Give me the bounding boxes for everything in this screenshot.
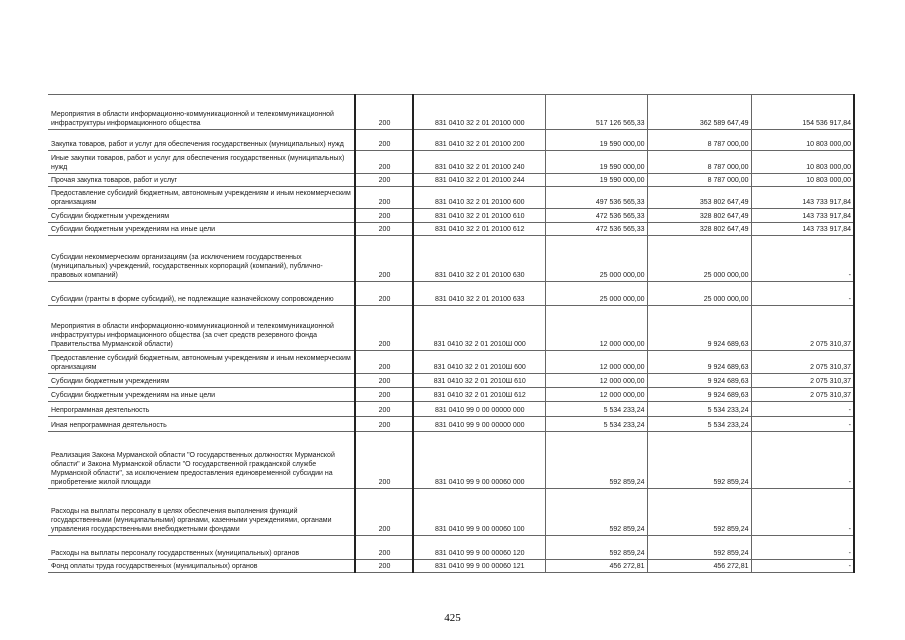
row-approved: 592 859,24 <box>545 432 647 489</box>
row-kbk: 831 0410 32 2 01 2010Ш 000 <box>413 306 545 351</box>
row-remaining: - <box>751 536 854 560</box>
row-code: 200 <box>355 306 413 351</box>
row-executed: 9 924 689,63 <box>647 306 751 351</box>
table-row <box>48 130 854 151</box>
row-name: Предоставление субсидий бюджетным, автономным учреждениям и иным некоммерческим организациям <box>48 187 355 209</box>
table-row <box>48 236 854 282</box>
row-kbk: 831 0410 99 9 00 00060 100 <box>413 489 545 536</box>
row-name: Прочая закупка товаров, работ и услуг <box>48 174 355 187</box>
row-remaining: 2 075 310,37 <box>751 374 854 388</box>
row-approved: 12 000 000,00 <box>545 306 647 351</box>
row-executed: 362 589 647,49 <box>647 95 751 130</box>
row-approved: 456 272,81 <box>545 560 647 573</box>
table-row <box>48 536 854 560</box>
row-remaining: 2 075 310,37 <box>751 388 854 402</box>
row-approved: 19 590 000,00 <box>545 130 647 151</box>
row-kbk: 831 0410 32 2 01 20100 630 <box>413 236 545 282</box>
row-kbk: 831 0410 32 2 01 2010Ш 610 <box>413 374 545 388</box>
row-code: 200 <box>355 402 413 417</box>
row-executed: 592 859,24 <box>647 432 751 489</box>
row-executed: 328 802 647,49 <box>647 209 751 223</box>
row-code: 200 <box>355 560 413 573</box>
row-name: Субсидии (гранты в форме субсидий), не подлежащие казначейскому сопровождению <box>48 282 355 306</box>
row-kbk: 831 0410 99 9 00 00000 000 <box>413 417 545 432</box>
table-row <box>48 223 854 236</box>
table-row <box>48 388 854 402</box>
row-remaining: 143 733 917,84 <box>751 223 854 236</box>
row-code: 200 <box>355 130 413 151</box>
row-code: 200 <box>355 388 413 402</box>
row-remaining: 10 803 000,00 <box>751 174 854 187</box>
row-name: Расходы на выплаты персоналу в целях обеспечения выполнения функций государственными (муниципальными) органами, казенными учреждениями, органами управления государственными внебюджетными фондами <box>48 489 355 536</box>
row-code: 200 <box>355 174 413 187</box>
row-approved: 592 859,24 <box>545 536 647 560</box>
row-code: 200 <box>355 351 413 374</box>
row-kbk: 831 0410 32 2 01 20100 610 <box>413 209 545 223</box>
row-remaining: 2 075 310,37 <box>751 306 854 351</box>
row-executed: 456 272,81 <box>647 560 751 573</box>
row-kbk: 831 0410 99 0 00 00000 000 <box>413 402 545 417</box>
row-kbk: 831 0410 32 2 01 2010Ш 600 <box>413 351 545 374</box>
row-executed: 592 859,24 <box>647 536 751 560</box>
row-remaining: 10 803 000,00 <box>751 130 854 151</box>
row-code: 200 <box>355 536 413 560</box>
row-approved: 592 859,24 <box>545 489 647 536</box>
row-kbk: 831 0410 32 2 01 20100 200 <box>413 130 545 151</box>
row-executed: 9 924 689,63 <box>647 388 751 402</box>
page-number: 425 <box>444 612 461 624</box>
row-executed: 25 000 000,00 <box>647 236 751 282</box>
row-name: Субсидии бюджетным учреждениям <box>48 209 355 223</box>
row-remaining: 143 733 917,84 <box>751 209 854 223</box>
row-remaining: - <box>751 282 854 306</box>
row-code: 200 <box>355 432 413 489</box>
row-code: 200 <box>355 187 413 209</box>
row-kbk: 831 0410 32 2 01 20100 600 <box>413 187 545 209</box>
row-code: 200 <box>355 282 413 306</box>
row-approved: 497 536 565,33 <box>545 187 647 209</box>
table-row <box>48 187 854 209</box>
row-approved: 12 000 000,00 <box>545 388 647 402</box>
row-name: Непрограммная деятельность <box>48 402 355 417</box>
row-name: Предоставление субсидий бюджетным, автономным учреждениям и иным некоммерческим организациям <box>48 351 355 374</box>
row-executed: 8 787 000,00 <box>647 130 751 151</box>
row-executed: 353 802 647,49 <box>647 187 751 209</box>
table-row <box>48 374 854 388</box>
row-executed: 5 534 233,24 <box>647 402 751 417</box>
row-remaining: - <box>751 560 854 573</box>
budget-table <box>48 94 855 573</box>
row-remaining: - <box>751 432 854 489</box>
row-remaining: - <box>751 236 854 282</box>
table-row <box>48 351 854 374</box>
row-code: 200 <box>355 236 413 282</box>
row-kbk: 831 0410 99 9 00 00060 121 <box>413 560 545 573</box>
row-code: 200 <box>355 95 413 130</box>
row-code: 200 <box>355 417 413 432</box>
row-approved: 12 000 000,00 <box>545 351 647 374</box>
table-row <box>48 489 854 536</box>
row-executed: 8 787 000,00 <box>647 151 751 174</box>
table-row <box>48 417 854 432</box>
row-name: Мероприятия в области информационно-коммуникационной и телекоммуникационной инфраструктуры информационного общества <box>48 95 355 130</box>
row-name: Мероприятия в области информационно-коммуникационной и телекоммуникационной инфраструктуры информационного общества (за счет средств резервного фонда Правительства Мурманской области) <box>48 306 355 351</box>
table-row <box>48 282 854 306</box>
row-approved: 19 590 000,00 <box>545 151 647 174</box>
table-row <box>48 95 854 130</box>
table-row <box>48 402 854 417</box>
row-remaining: - <box>751 402 854 417</box>
table-row <box>48 306 854 351</box>
row-remaining: - <box>751 489 854 536</box>
row-name: Иная непрограммная деятельность <box>48 417 355 432</box>
row-remaining: 2 075 310,37 <box>751 351 854 374</box>
table-row <box>48 174 854 187</box>
row-approved: 19 590 000,00 <box>545 174 647 187</box>
row-name: Закупка товаров, работ и услуг для обеспечения государственных (муниципальных) нужд <box>48 130 355 151</box>
table-row <box>48 209 854 223</box>
row-approved: 5 534 233,24 <box>545 417 647 432</box>
row-code: 200 <box>355 151 413 174</box>
row-approved: 12 000 000,00 <box>545 374 647 388</box>
budget-sheet <box>48 94 854 573</box>
row-code: 200 <box>355 209 413 223</box>
row-name: Субсидии некоммерческим организациям (за исключением государственных (муниципальных) учреждений, государственных корпораций (компаний), публично-правовых компаний) <box>48 236 355 282</box>
row-kbk: 831 0410 32 2 01 20100 000 <box>413 95 545 130</box>
row-executed: 5 534 233,24 <box>647 417 751 432</box>
row-remaining: 154 536 917,84 <box>751 95 854 130</box>
row-executed: 328 802 647,49 <box>647 223 751 236</box>
table-row <box>48 432 854 489</box>
row-remaining: 143 733 917,84 <box>751 187 854 209</box>
row-approved: 5 534 233,24 <box>545 402 647 417</box>
row-executed: 8 787 000,00 <box>647 174 751 187</box>
row-kbk: 831 0410 32 2 01 2010Ш 612 <box>413 388 545 402</box>
row-executed: 592 859,24 <box>647 489 751 536</box>
row-executed: 9 924 689,63 <box>647 374 751 388</box>
row-approved: 517 126 565,33 <box>545 95 647 130</box>
row-executed: 9 924 689,63 <box>647 351 751 374</box>
row-name: Иные закупки товаров, работ и услуг для обеспечения государственных (муниципальных) нужд <box>48 151 355 174</box>
row-kbk: 831 0410 99 9 00 00060 000 <box>413 432 545 489</box>
row-approved: 472 536 565,33 <box>545 209 647 223</box>
row-name: Субсидии бюджетным учреждениям на иные цели <box>48 223 355 236</box>
row-code: 200 <box>355 223 413 236</box>
row-name: Реализация Закона Мурманской области "О государственных должностях Мурманской области" и Закона Мурманской области "О государственной гражданской службе Мурманской области", за исключением предоставления единовременной субсидии на приобретение жилой площади <box>48 432 355 489</box>
row-kbk: 831 0410 32 2 01 20100 633 <box>413 282 545 306</box>
table-row <box>48 151 854 174</box>
row-remaining: - <box>751 417 854 432</box>
row-name: Субсидии бюджетным учреждениям на иные цели <box>48 388 355 402</box>
row-kbk: 831 0410 32 2 01 20100 244 <box>413 174 545 187</box>
row-name: Субсидии бюджетным учреждениям <box>48 374 355 388</box>
row-code: 200 <box>355 374 413 388</box>
row-kbk: 831 0410 32 2 01 20100 612 <box>413 223 545 236</box>
table-row <box>48 560 854 573</box>
row-remaining: 10 803 000,00 <box>751 151 854 174</box>
row-approved: 472 536 565,33 <box>545 223 647 236</box>
row-name: Расходы на выплаты персоналу государственных (муниципальных) органов <box>48 536 355 560</box>
row-code: 200 <box>355 489 413 536</box>
row-kbk: 831 0410 32 2 01 20100 240 <box>413 151 545 174</box>
row-approved: 25 000 000,00 <box>545 236 647 282</box>
row-kbk: 831 0410 99 9 00 00060 120 <box>413 536 545 560</box>
row-approved: 25 000 000,00 <box>545 282 647 306</box>
row-executed: 25 000 000,00 <box>647 282 751 306</box>
row-name: Фонд оплаты труда государственных (муниципальных) органов <box>48 560 355 573</box>
